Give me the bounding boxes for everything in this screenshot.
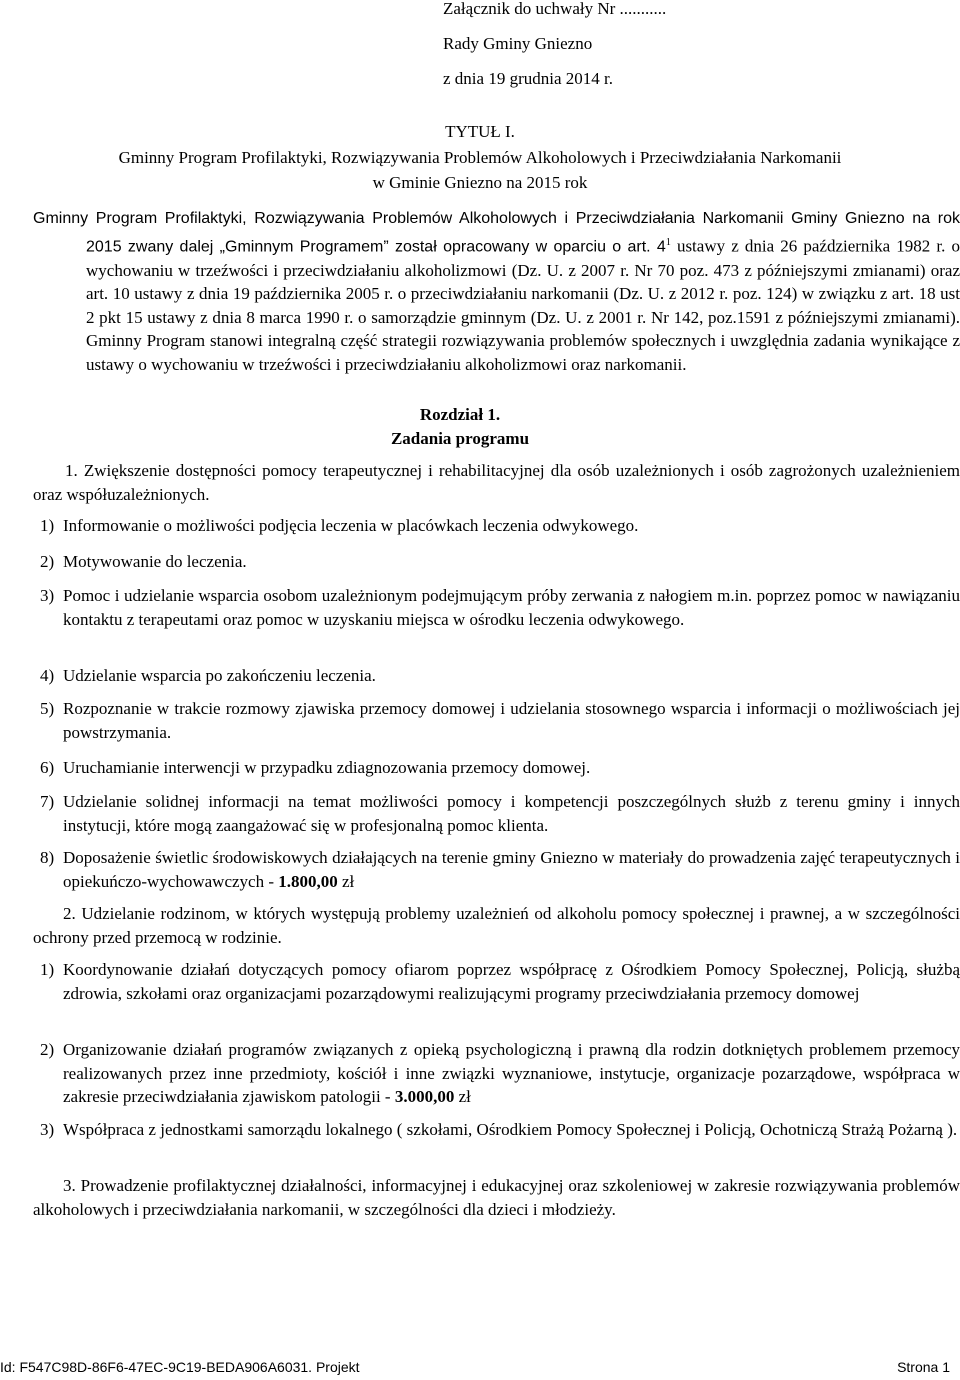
list-item-number: 1)	[40, 960, 55, 979]
intro-serif-text: ustawy z dnia 26 października 1982 r. o wychowaniu w trzeźwości i przeciwdziałaniu alkoholizmowi (Dz. U. z 2007 r. Nr 70 poz. 473 z późniejszymi zmianami) oraz art. 10 ustawy z dnia 19 października 2005 r. o przeciwdziałaniu narkomanii (Dz. U. z 2012 r. poz. 124) w związku z art. 18 ust 2 pkt 15 ustawy z dnia 8 marca 1990 r. o samorządzie gminnym (Dz. U. z 2001 r. Nr 142, poz.1591 z późniejszymi zmianami). Gminny Program stanowi integralną część strategii rozwiązywania problemów społecznych i uwzględnia zadania wynikające z ustawy o wychowaniu w trzeźwości i przeciwdziałaniu alkoholizmowi oraz narkomanii.	[86, 236, 960, 374]
header-line-date: z dnia 19 grudnia 2014 r.	[443, 69, 613, 88]
list-item-number: 3)	[40, 586, 55, 605]
list-item	[40, 664, 960, 688]
list-item-number: 5)	[40, 699, 55, 718]
list-item	[40, 584, 960, 631]
list-item	[40, 958, 960, 1005]
list-item-text: Uruchamianie interwencji w przypadku zdiagnozowania przemocy domowej.	[63, 758, 591, 777]
header-line-attachment: Załącznik do uchwały Nr ...........	[443, 0, 667, 18]
list-item-text: Rozpoznanie w trakcie rozmowy zjawiska przemocy domowej i udzielania stosownego wsparcia i informacji o możliwościach jej powstrzymania.	[63, 699, 960, 742]
section3-heading: 3. Prowadzenie profilaktycznej działalności, informacyjnej i edukacyjnej oraz szkoleniowej w zakresie rozwiązywania problemów alkoholowych i przeciwdziałania narkomanii, w szczególności dla dzieci i młodzieży.	[33, 1176, 960, 1219]
list-item-text-with-amount	[40, 846, 960, 893]
list-item-number: 2)	[40, 1040, 55, 1059]
list-item	[40, 846, 960, 893]
list-item	[40, 1118, 960, 1142]
footer-page-number: Strona 1	[897, 1359, 950, 1375]
amount-value: 3.000,00	[394, 1087, 455, 1106]
list-item-text: Informowanie o możliwości podjęcia leczenia w placówkach leczenia odwykowego.	[63, 516, 639, 535]
list-item-text: Doposażenie świetlic środowiskowych działających na terenie gminy Gniezno w materiały do prowadzenia zajęć terapeutycznych i opiekuńczo-wychowawczych -	[63, 848, 960, 891]
list-item-text: Organizowanie działań programów związanych z opieką psychologiczną i prawną dla rodzin dotkniętych problemem przemocy realizowanych przez inne przedmioty, kościół i inne związki wyznaniowe, instytucje, organizacje pozarządowe, współpraca w zakresie przeciwdziałania zjawiskom patologii -	[63, 1040, 960, 1106]
list-item-text-with-amount	[40, 1038, 960, 1109]
list-item	[40, 1038, 960, 1109]
title-program-name: Gminny Program Profilaktyki, Rozwiązywania Problemów Alkoholowych i Przeciwdziałania Narkomanii	[118, 148, 842, 167]
amount-unit: zł	[337, 871, 355, 891]
list-item	[40, 550, 960, 574]
list-item-number: 3)	[40, 1120, 55, 1139]
list-item-text: Koordynowanie działań dotyczących pomocy ofiarom poprzez współpracę z Ośrodkiem Pomocy Społecznej, Policją, służbą zdrowia, szkołami oraz organizacjami pozarządowymi realizującymi programy przeciwdziałania przemocy domowej	[63, 960, 960, 1003]
list-item-number: 4)	[40, 666, 55, 685]
list-item-number: 6)	[40, 758, 55, 777]
title-tytul: TYTUŁ I.	[445, 122, 515, 141]
list-item-number: 8)	[40, 848, 55, 867]
amount-value: 1.800,00	[278, 871, 338, 891]
header-line-council: Rady Gminy Gniezno	[443, 34, 593, 53]
footer-document-id: Id: F547C98D-86F6-47EC-9C19-BEDA906A6031. Projekt	[0, 1359, 360, 1375]
title-program-scope: w Gminie Gniezno na 2015 rok	[372, 173, 588, 192]
intro-paragraph	[33, 206, 960, 376]
list-item-number: 2)	[40, 552, 55, 571]
intro-superscript: 1	[665, 236, 671, 248]
list-item-number: 7)	[40, 792, 55, 811]
list-item-text: Motywowanie do leczenia.	[63, 552, 247, 571]
amount-unit: zł	[454, 1087, 471, 1106]
section2-heading: 2. Udzielanie rodzinom, w których występują problemy uzależnień od alkoholu pomocy społecznej i prawnej, a w szczególności ochrony przed przemocą w rodzinie.	[33, 904, 960, 947]
list-item	[40, 790, 960, 837]
list-item-text: Współpraca z jednostkami samorządu lokalnego ( szkołami, Ośrodkiem Pomocy Społecznej i Policją, Ochotniczą Strażą Pożarną ).	[63, 1120, 958, 1139]
section1-heading: 1. Zwiększenie dostępności pomocy terapeutycznej i rehabilitacyjnej dla osób uzależnionych i osób zagrożonych uzależnieniem oraz współuzależnionych.	[33, 461, 960, 504]
chapter-number: Rozdział 1.	[419, 405, 501, 424]
list-item-number: 1)	[40, 516, 55, 535]
list-item-text: Udzielanie wsparcia po zakończeniu leczenia.	[63, 666, 376, 685]
list-item-text: Udzielanie solidnej informacji na temat możliwości pomocy i kompetencji poszczególnych służb z terenu gminy i innych instytucji, które mogą zaangażować się w profesjonalną pomoc klienta.	[63, 792, 960, 835]
list-item	[40, 697, 960, 744]
list-item	[40, 756, 960, 780]
chapter-title: Zadania programu	[390, 429, 530, 448]
list-item-text: Pomoc i udzielanie wsparcia osobom uzależnionym podejmującym próby zerwania z nałogiem m.in. poprzez pomoc w nawiązaniu kontaktu z terapeutami oraz pomoc w uzyskaniu miejsca w ośrodku leczenia odwykowego.	[63, 586, 960, 629]
intro-sans-text: Gminny Program Profilaktyki, Rozwiązywania Problemów Alkoholowych i Przeciwdziałania Narkomanii Gminy Gniezno na rok 2015 zwany dalej „Gminnym Programem” został opracowany w oparciu o art. 4	[33, 210, 960, 256]
list-item	[40, 514, 960, 538]
